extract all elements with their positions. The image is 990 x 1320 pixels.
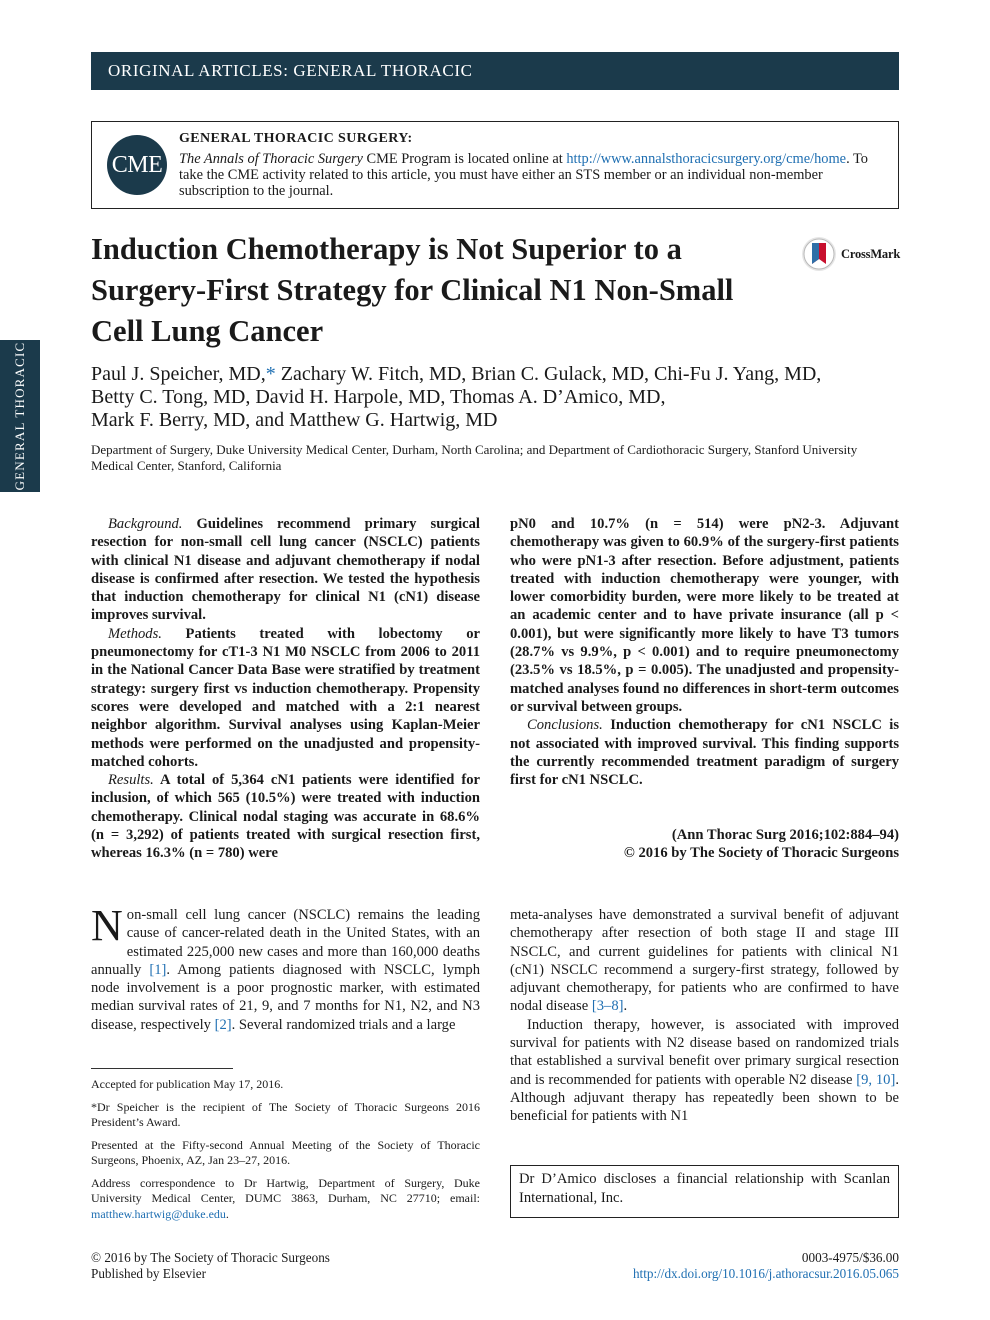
authors-line-2: Betty C. Tong, MD, David H. Harpole, MD, Thomas A. D’Amico, MD, (91, 386, 666, 408)
para1-b: . Among patients diagnosed with NSCLC, lymph node involvement is a poor prognostic marker, with estimated median survival rates of 21, 9, and 7 months for N1, N2, and N3 disease, respectively (91, 961, 480, 1033)
side-tab-label: GENERAL THORACIC (12, 341, 27, 491)
footnote-accepted: Accepted for publication May 17, 2016. (91, 1077, 284, 1091)
abstract-methods (91, 625, 480, 771)
body-paragraph-1 (91, 901, 480, 1034)
reference-link-2[interactable]: [2] (214, 1016, 232, 1033)
footnote-presented: Presented at the Fifty-second Annual Meeting of the Society of Thoracic Surgeons, Phoenix, AZ, Jan 23–27, 2016. (91, 1137, 480, 1167)
para1-c: . Several randomized trials and a large (231, 1016, 456, 1033)
body-right-column (510, 906, 899, 1126)
address-text: Address correspondence to Dr Hartwig, Department of Surgery, Duke University Medical Center, DUMC 3863, Durham, NC 27710; email: (91, 1175, 480, 1205)
reference-link-3[interactable]: [3–8] (591, 998, 624, 1015)
crossmark-button[interactable] (801, 234, 901, 274)
drop-cap: N (91, 901, 123, 950)
right-a: meta-analyses have demonstrated a survival benefit of adjuvant chemotherapy after resection of both stage II and stage III NSCLC, and current guidelines for patients with clinical N1 (cN1) NSCLC recommend a surgery-first strategy, followed by adjuvant chemotherapy, for patients who are confirmed to have nodal disease (510, 907, 899, 1015)
para2-a: Induction therapy, however, is associated with improved survival for patients with N2 disease based on randomized trials that established a survival benefit over primary surgical resection and is recommended for patients with operable N2 disease (510, 1016, 899, 1088)
background-text: Guidelines recommend primary surgical resection for non-small cell lung cancer (NSCLC) patients with clinical N1 disease and adjuvant chemotherapy if nodal disease is confirmed after resection. We tested the hypothesis that induction chemotherapy for clinical N1 (cN1) disease improves survival. (91, 516, 480, 624)
crossmark-icon (801, 234, 839, 274)
right-b: . (623, 998, 628, 1015)
address-end: . (225, 1206, 229, 1221)
abstract-background (91, 515, 480, 625)
cme-text-1: CME Program is located online at (362, 151, 567, 167)
para1-a: on-small cell lung cancer (NSCLC) remains the leading cause of cancer-related death in the United States, with an estimated 225,000 new cases and more than 160,000 deaths annually (91, 907, 480, 978)
body-paragraph-2 (510, 1016, 899, 1126)
methods-label: Methods. (108, 625, 162, 642)
results-label: Results. (108, 772, 154, 789)
authors-line-3: Mark F. Berry, MD, and Matthew G. Hartwig, MD (91, 409, 498, 431)
author-list (91, 363, 899, 432)
conclusions-text: Induction chemotherapy for cN1 NSCLC is not associated with improved survival. This finding supports the currently recommended treatment paradigm of surgery first for cN1 NSCLC. (510, 717, 899, 789)
abstract-left-column (91, 515, 480, 863)
author-footnote-link[interactable]: * (265, 363, 276, 385)
footnotes (91, 1077, 480, 1229)
abstract-copyright: © 2016 by The Society of Thoracic Surgeons (623, 845, 899, 862)
crossmark-label: CrossMark (841, 247, 901, 261)
abstract-right-column (510, 515, 899, 789)
footer-issn: 0003-4975/$36.00 (801, 1250, 899, 1265)
footer-left (91, 1250, 330, 1282)
para2-b: . Although adjuvant therapy has repeatedly been shown to be beneficial for patients with N1 (510, 1071, 899, 1125)
reference-link-4[interactable]: [9, 10] (856, 1071, 896, 1088)
background-label: Background. (108, 516, 183, 532)
cme-box (91, 121, 899, 209)
citation-block (624, 826, 899, 863)
cme-journal-name: The Annals of Thoracic Surgery (179, 151, 363, 167)
cme-badge-label: CME (111, 151, 163, 178)
body-left-column (91, 901, 480, 1034)
article-title: Induction Chemotherapy is Not Superior to a Surgery-First Strategy for Clinical N1 Non-Small Cell Lung Cancer (91, 232, 734, 348)
disclosure-box: Dr D’Amico discloses a financial relationship with Scanlan International, Inc. (510, 1165, 899, 1218)
body-paragraph-1-continued (510, 906, 899, 1016)
section-banner (91, 52, 899, 90)
reference-link-1[interactable]: [1] (149, 961, 167, 978)
email-link[interactable]: matthew.hartwig@duke.edu (91, 1206, 226, 1221)
journal-citation: (Ann Thorac Surg 2016;102:884–94) (671, 827, 899, 843)
footnote-divider (91, 1068, 233, 1069)
conclusions-label: Conclusions. (527, 717, 603, 734)
cme-badge-icon (107, 135, 167, 195)
abstract-results-continued: pN0 and 10.7% (n = 514) were pN2-3. Adjuvant chemotherapy was given to 60.9% of the surgery-first patients who were pN1-3 after resection. Before adjustment, patients treated with induction chemotherapy were younger, with lower comorbidity burden, were more likely to be treated at an academic center and to have private insurance (all p < 0.001), but were significantly more likely to have T3 tumors (28.7% vs 9.9%, p < 0.001) and to require pneumonectomy (23.5% vs 18.5%, p = 0.005). The unadjusted and propensity-matched analyses found no differences in short-term outcomes or survival between groups. (510, 516, 899, 715)
abstract-results (91, 771, 480, 862)
footnote-address (91, 1176, 480, 1223)
section-banner-label: ORIGINAL ARTICLES: GENERAL THORACIC (108, 61, 473, 80)
footnote-award: *Dr Speicher is the recipient of The Society of Thoracic Surgeons 2016 President’s Award. (91, 1099, 480, 1129)
footer-right (633, 1250, 899, 1282)
affiliation: Department of Surgery, Duke University Medical Center, Durham, North Carolina; and Department of Cardiothoracic Surgery, Stanford University Medical Center, Stanford, California (91, 442, 858, 473)
authors-line-1a: Paul J. Speicher, MD, (91, 363, 266, 385)
side-tab (0, 340, 40, 492)
doi-link[interactable]: http://dx.doi.org/10.1016/j.athoracsur.2016.05.065 (632, 1266, 899, 1281)
footer-copyright: © 2016 by The Society of Thoracic Surgeons (91, 1250, 330, 1265)
authors-line-1b: Zachary W. Fitch, MD, Brian C. Gulack, MD, Chi-Fu J. Yang, MD, (275, 363, 822, 385)
results-text-a: A total of 5,364 cN1 patients were identified for inclusion, of which 565 (10.5%) were treated with induction chemotherapy. Clinical nodal staging was accurate in 68.6% (n = 3,292) of patients treated with surgical resection first, whereas 16.3% (n = 780) were (91, 772, 480, 862)
methods-text: Patients treated with lobectomy or pneumonectomy for cT1-3 N1 M0 NSCLC from 2006 to 2011 in the National Cancer Data Base were stratified by treatment strategy: surgery first vs induction chemotherapy. Propensity scores were developed and matched with a 2:1 nearest neighbor algorithm. Survival analyses using Kaplan-Meier methods were performed on the unadjusted and propensity-matched cohorts. (91, 625, 480, 770)
cme-text-2: . To take the CME activity related to this article, you must have either an STS member or an individual non-member subscription to the journal. (179, 151, 868, 199)
footer-publisher: Published by Elsevier (91, 1266, 207, 1281)
cme-link[interactable]: http://www.annalsthoracicsurgery.org/cme/home (566, 151, 847, 167)
cme-text (179, 151, 879, 199)
cme-heading: GENERAL THORACIC SURGERY: (179, 131, 413, 146)
abstract-conclusions (510, 716, 899, 789)
